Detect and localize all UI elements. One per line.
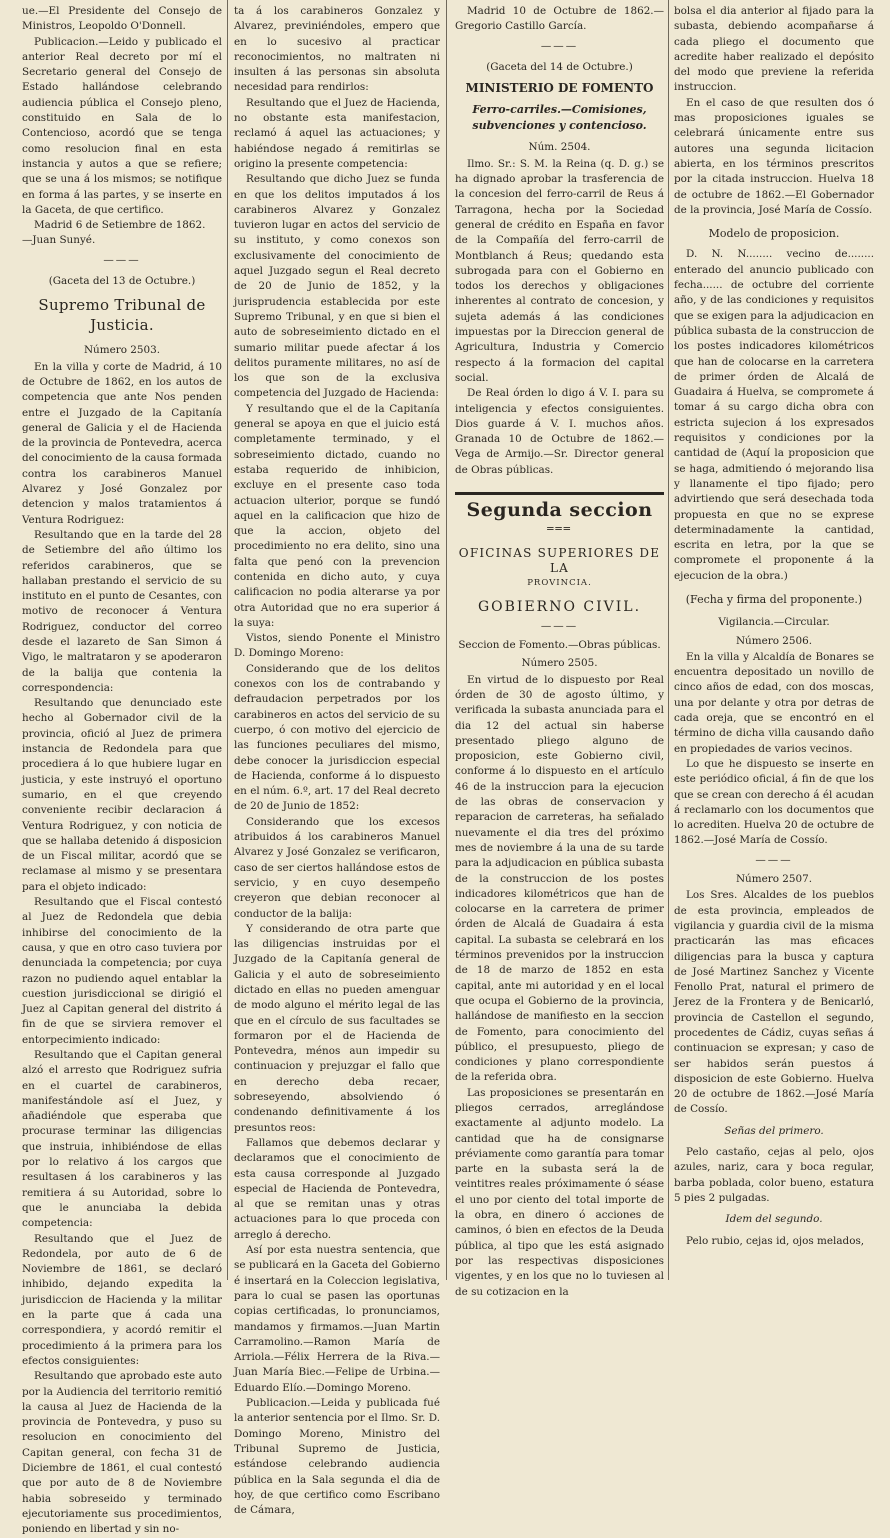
notice-number: Número 2507. — [735, 873, 813, 886]
text-paragraph: D. N. N........ vecino de........ enterado del anuncio publicado con fecha...... de octubre del corriente año, y de las condiciones y requisitos que se exigen para la adjudicacion en pública subasta de la construccion de los postes indicadores kilométricos que han de colocarse en la carretera de primer órden de Alcalá de Guadaira á Huelva, se compromete á tomar á su cargo dicha obra con estricta sujecion á los expresados requisitos y condiciones por la cantidad de (Aquí la proposicion que se haga, admitiendo ó mejorando lisa y llanamente el tipo fijado; pero advirtiendo que será desechada toda propuesta en que no se exprese determinadamente la cantidad, escrita en letra, por la que se compromete el proponente á la ejecucion de la obra.) — [674, 248, 874, 582]
text-paragraph: Y resultando que el de la Capitanía general se apoya en que el juicio está completamente terminado, y el sobreseimiento dictado, cuando no estaba requerido de inhibicion, excluye en el presente caso toda actuacion ulterior, porque se fundó aquel en la calificacion que hizo de que la accion, objeto del procedimiento no era delito, sino una falta que penó con la prevencion contenida en dicho auto, y cuya calificacion no podia alterarse ya por otra Autoridad que no era superior á la suya: — [234, 402, 440, 629]
separator: ——— — [755, 853, 793, 866]
gaceta-heading: (Gaceta del 14 de Octubre.) — [486, 60, 633, 73]
text-paragraph: bolsa el dia anterior al fijado para la subasta, debiendo acompañarse á cada pliego el documento que acredite haber realizado el depósito del modo que previene la referida instruccion. — [674, 5, 874, 94]
text-paragraph: Pelo rubio, cejas id, ojos melados, — [686, 1234, 865, 1247]
description-heading: Señas del primero. — [724, 1124, 824, 1137]
column-rule — [668, 0, 669, 1280]
section-label: Seccion de Fomento.—Obras públicas. — [458, 639, 661, 652]
text-paragraph: Publicacion.—Leida y publicada fué la anterior sentencia por el Ilmo. Sr. D. Domingo Moreno, Ministro del Tribunal Supremo de Justicia, estándose celebrando audiencia pública en la Sala segunda el dia de hoy, de que certifico como Escribano de Cámara, — [234, 1397, 440, 1517]
text-paragraph: Resultando que el Juez de Hacienda, no obstante esta manifestacion, reclamó á aquel las actuaciones; y habiéndose negado á remitirlas se origino la presente competencia: — [234, 96, 440, 170]
text-paragraph: Resultando que dicho Juez se funda en que los delitos imputados á los carabineros Alvarez y Gonzalez tuvieron lugar en actos del servicio de su instituto, y como conexos son exclusivamente del conocimiento de aquel Juzgado segun el Real decreto de 20 de Junio de 1852, y la jurisprudencia establecida por este Supremo Tribunal, y en que si bien el auto de sobreseimiento dictado en el sumario militar puede afectar á los delitos puramente militares, no así de los que son de la exclusiva competencia del Juzgado de Hacienda: — [234, 173, 440, 400]
column-rule — [446, 0, 447, 1280]
separator: ——— — [540, 619, 579, 632]
section-rule — [455, 492, 664, 495]
section-title: Segunda seccion — [466, 499, 653, 522]
text-paragraph: Los Sres. Alcaldes de los pueblos de esta provincia, empleados de vigilancia y guardia civil de la misma practicarán las mas eficaces diligencias para la busca y captura de José Martinez Sanchez y Vicente Fenollo Prat, natural el primero de Jerez de la Frontera y de Benicarló, provincia de Castellon el segundo, procedentes de Cádiz, cuyas señas á continuacion se expresan; y caso de ser habidos serán puestos á disposicion de este Gobierno. Huelva 20 de octubre de 1862.—José María de Cossío. — [674, 889, 874, 1116]
ministry-heading: MINISTERIO DE FOMENTO — [465, 81, 654, 96]
office-heading: OFICINAS SUPERIORES DE LA — [458, 545, 661, 575]
section-title: Supremo Tribunal de Justicia. — [38, 296, 206, 335]
gaceta-heading: (Gaceta del 13 de Octubre.) — [48, 275, 196, 288]
text-paragraph: En el caso de que resulten dos ó mas proposiciones iguales se celebrará únicamente entre sus autores una segunda licitacion abierta, en los términos prescritos por la citada instruccion. Huelva 18 de octubre de 1862.—El Gobernador de la provincia, José María de Cossío. — [674, 96, 874, 216]
notice-number: Núm. 2504. — [528, 141, 591, 154]
text-paragraph: Así por esta nuestra sentencia, que se publicará en la Gaceta del Gobierno é insertará en la Coleccion legislativa, para lo cual se pasen las oportunas copias certificadas, lo pronunciamos, mandamos y firmamos.—Juan Martin Carramolino.—Ramon María de Arriola.—Félix Herrera de la Riva.—Juan María Biec.—Felipe de Urbina.—Eduardo Elío.—Domingo Moreno. — [234, 1244, 440, 1394]
text-paragraph: Las proposiciones se presentarán en pliegos cerrados, arreglándose exactamente al adjunto modelo. La cantidad que ha de consignarse préviamente como garantía para tomar parte en la subasta será la de veintitres reales próximamente ó séase el uno por ciento del total importe de la obra, en dinero ó acciones de caminos, ó bien en efectos de la Deuda pública, al tipo que les está asignado por las respectivas disposiciones vigentes, y en los que no lo tuviesen al de su cotizacion en la — [455, 1086, 664, 1298]
column-1 — [22, 4, 222, 1536]
separator: ═══ — [547, 523, 572, 536]
separator: ——— — [540, 39, 579, 52]
text-paragraph: Pelo castaño, cejas al pelo, ojos azules, nariz, cara y boca regular, barba poblada, color bueno, estatura 5 pies 2 pulgadas. — [674, 1146, 874, 1204]
column-rule — [227, 0, 228, 1280]
notice-number: Número 2506. — [735, 634, 813, 647]
text-paragraph: ta á los carabineros Gonzalez y Alvarez, previniéndoles, empero que en lo sucesivo al practicar reconocimientos, no maltraten ni insulten á las personas sin absoluta necesidad para rendirlos: — [234, 5, 440, 94]
text-paragraph: Resultando que aprobado este auto por la Audiencia del territorio remitió la causa al Juez de Hacienda de la provincia de Pontevedra, y puso su resolucion en conocimiento del Capitan general, con fecha 31 de Diciembre de 1861, el cual contestó que por auto de 8 de Noviembre habia sobreseido y terminado ejecutoriamente sus procedimientos, poniendo en libertad y sin no- — [22, 1370, 222, 1536]
text-paragraph: De Real órden lo digo á V. I. para su inteligencia y efectos consiguientes. Dios guarde á V. I. muchos años. Granada 10 de Octubre de 1862.—Vega de Armijo.—Sr. Director general de Obras públicas. — [455, 387, 664, 476]
text-paragraph: Fallamos que debemos declarar y declaramos que el conocimiento de esta causa corresponde al Juzgado especial de Hacienda de Pontevedra, al que se remitan unas y otras actuaciones para lo que proceda con arreglo á derecho. — [234, 1136, 440, 1241]
government-heading: GOBIERNO CIVIL. — [477, 598, 642, 615]
section-label: Vigilancia.—Circular. — [718, 616, 830, 629]
separator: ——— — [103, 253, 141, 266]
office-subheading: PROVINCIA. — [527, 578, 592, 589]
notice-number: Número 2503. — [83, 344, 161, 357]
signature-note: (Fecha y firma del proponente.) — [685, 592, 863, 606]
column-4 — [674, 4, 874, 1276]
text-paragraph: En la villa y Alcaldía de Bonares se encuentra depositado un novillo de cinco años de edad, con dos moscas, una por delante y otra por detras de cada oreja, que se encontró en el término de dicha villa causando daño en propiedades de varios vecinos. — [674, 650, 874, 755]
text-paragraph: Resultando que el Juez de Redondela, por auto de 6 de Noviembre de 1861, se declaró inhibido, dejando expedita la jurisdiccion de Hacienda y la militar en la parte que á cada una correspondiera, y acordó remitir el procedimiento á la primera para los efectos consiguientes: — [22, 1232, 222, 1367]
text-paragraph: Publicacion.—Leido y publicado el anterior Real decreto por mí el Secretario general del Consejo de Estado hallándose celebrando audiencia pública el Consejo pleno, constituido en Sala de lo Contencioso, acordó que se tenga como resolucion final en esta instancia y autos a que se refiere; que se una á los mismos; se notifique en forma á las partes, y se inserte en la Gaceta, de que certifico. — [22, 35, 222, 216]
text-paragraph: Vistos, siendo Ponente el Ministro D. Domingo Moreno: — [234, 632, 440, 660]
text-paragraph: Lo que he dispuesto se inserte en este periódico oficial, á fin de que los que se crean con derecho á él acudan á reclamarlo con los documentos que lo acrediten. Huelva 20 de octubre de 1862.—José María de Cossío. — [674, 757, 874, 847]
text-paragraph: En la villa y corte de Madrid, á 10 de Octubre de 1862, en los autos de competencia que ante Nos penden entre el Juzgado de la Capitanía general de Galicia y el de Hacienda de la provincia de Pontevedra, acerca del conocimiento de la causa formada contra los carabineros Manuel Alvarez y José Gonzalez por detencion y malos tratamientos á Ventura Rodriguez: — [22, 360, 222, 526]
text-paragraph: Ilmo. Sr.: S. M. la Reina (q. D. g.) se ha dignado aprobar la trasferencia de la concesion del ferro-carril de Reus á Tarragona, hecha por la Sociedad general de crédito en España en favor de la Compañía del ferro-carril de Montblanch á Reus; quedando esta subrogada para con el Gobierno en todos los derechos y obligaciones inherentes al contrato de concesion, y sujeta además á las condiciones impuestas por la Direccion general de Agricultura, Industria y Comercio respecto á la formacion del capital social. — [455, 157, 664, 384]
text-paragraph: Madrid 10 de Octubre de 1862.—Gregorio Castillo García. — [455, 5, 664, 33]
column-2 — [234, 4, 440, 1517]
description-heading: Idem del segundo. — [725, 1213, 823, 1226]
text-paragraph: En virtud de lo dispuesto por Real órden de 30 de agosto último, y verificada la subasta anunciada para el dia 12 del actual sin haberse presentado pliego alguno de proposicion, este Gobierno civil, conforme á lo dispuesto en el artículo 46 de la instruccion para la ejecucion de las obras de conservacion y reparacion de carreteras, ha señalado nuevamente el dia tres del próximo mes de noviembre á la una de su tarde para la adjudicacion en pública subasta de la construccion de los postes indicadores kilométricos que han de colocarse en la carretera de primer órden de Alcalá de Guadaira á esta capital. La subasta se celebrará en los términos prevenidos por la instruccion de 18 de marzo de 1852 en esta capital, ante mi autoridad y en el local que ocupa el Gobierno de la provincia, hallándose de manifiesto en la seccion de Fomento, para conocimiento del público, el presupuesto, pliego de condiciones y plano correspondiente de la referida obra. — [455, 673, 664, 1084]
text-paragraph: Y considerando de otra parte que las diligencias instruidas por el Juzgado de la Capitanía general de Galicia y el auto de sobreseimiento dictado en ellas no pueden amenguar de modo alguno el mérito legal de las que en el círculo de sus facultades se formaron por el de Hacienda de Pontevedra, ménos aun impedir su continuacion y prejuzgar el fallo que en derecho deba recaer, sobreseyendo, absolviendo ó condenando definitivamente á los presuntos reos: — [234, 922, 440, 1134]
section-subtitle: Ferro-carriles.—Comisiones, subvenciones y contencioso. — [472, 103, 647, 133]
text-paragraph: Considerando que de los delitos conexos con los de contrabando y defraudacion perpetrados por los carabineros en actos del servicio de su cuerpo, ó con motivo del ejercicio de las funciones peculiares del mismo, debe conocer la jurisdiccion especial de Hacienda, conforme á lo dispuesto en el núm. 6.º, art. 17 del Real decreto de 20 de Junio de 1852: — [234, 662, 440, 813]
notice-number: Número 2505. — [521, 657, 598, 670]
text-paragraph: Resultando que el Capitan general alzó el arresto que Rodriguez sufria en el cuartel de carabineros, manifestándole así el Juez, y añadiéndole que esperaba que procurase terminar las diligencias que instruia, inhibiéndose de ellas por lo relativo á los cargos que resultasen á los carabineros y las remitiera á su Autoridad, sobre lo que le anunciaba la debida competencia: — [22, 1049, 222, 1230]
model-heading: Modelo de proposicion. — [708, 227, 840, 241]
text-paragraph: Considerando que los excesos atribuidos á los carabineros Manuel Alvarez y José Gonzalez se verificaron, caso de ser ciertos hallándose estos de servicio, y en cuyo desempeño creyeron que debian reconocer al conductor de la balija: — [234, 815, 440, 920]
date-line: Madrid 6 de Setiembre de 1862. — [34, 219, 206, 232]
text-paragraph: Resultando que el Fiscal contestó al Juez de Redondela que debia inhibirse del conocimiento de la causa, y que en otro caso tuviera por denunciada la competencia; por cuya razon no pudiendo aquel entablar la cuestion jurisdiccional se dirigió el Juez al Capitan general del distrito á fin de que se sirviera remover el entorpecimiento indicado: — [22, 896, 222, 1046]
text-paragraph: Resultando que en la tarde del 28 de Setiembre del año último los referidos carabineros, que se hallaban prestando el servicio de su instituto en el punto de Cesantes, con motivo de reconocer á Ventura Rodriguez, conductor del correo desde el lazareto de San Simon á Vigo, le maltrataron y se apoderaron de la balija que contenia la correspondencia: — [22, 528, 222, 694]
text-paragraph: Resultando que denunciado este hecho al Gobernador civil de la provincia, ofició al Juez de primera instancia de Redondela para que procediera á lo que hubiere lugar en justicia, y este instruyó el oportuno sumario, en el que creyendo conveniente recibir declaracion á Ventura Rodriguez, y con noticia de que se hallaba detenido á disposicion de un Fiscal militar, acordó que se reclamase al mismo y se presentara para el objeto indicado: — [22, 697, 222, 893]
text-paragraph: ue.—El Presidente del Consejo de Ministros, Leopoldo O'Donnell. — [22, 5, 222, 33]
signature: —Juan Sunyé. — [22, 234, 96, 247]
column-3 — [455, 4, 664, 1298]
